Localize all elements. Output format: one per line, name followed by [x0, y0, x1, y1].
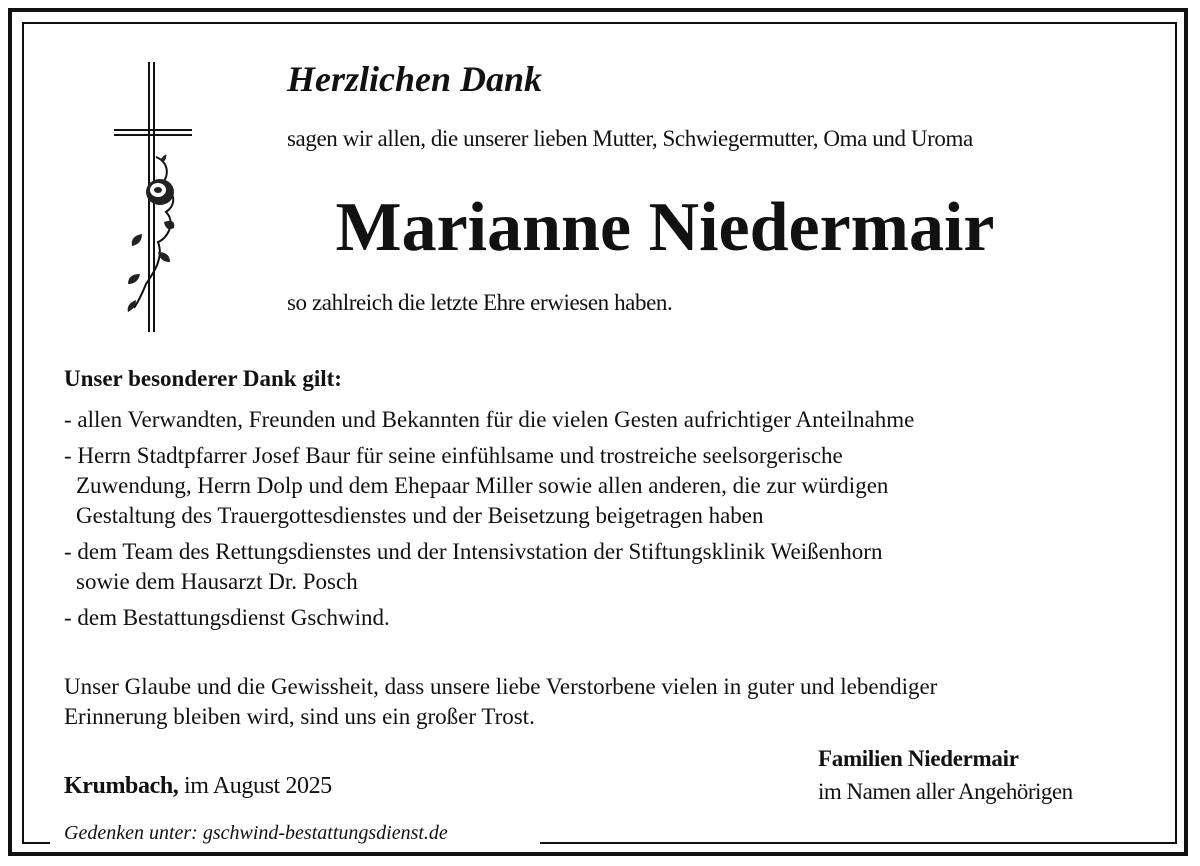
special-thanks-heading: Unser besonderer Dank gilt:: [64, 366, 342, 391]
list-item-line: - Herrn Stadtpfarrer Josef Baur für seine einfühlsame und trostreiche seelsorgerische: [64, 443, 843, 468]
kin-line: im Namen aller Angehörigen: [818, 779, 1073, 804]
list-item-line: - allen Verwandten, Freunden und Bekannten für die vielen Gesten aufrichtiger Anteilnahme: [64, 407, 915, 432]
closing-paragraph: [64, 672, 937, 732]
family-signature: Familien Niedermair: [818, 746, 1019, 771]
deceased-name: Marianne Niedermair: [335, 189, 995, 266]
thanks-list: [64, 405, 914, 639]
list-item-line: - dem Bestattungsdienst Gschwind.: [64, 605, 390, 630]
place: Krumbach,: [64, 773, 179, 799]
list-item-line: sowie dem Hausarzt Dr. Posch: [76, 569, 358, 594]
place-date: [64, 773, 332, 800]
closing-line: Erinnerung bleiben wird, sind uns ein großer Trost.: [64, 704, 535, 729]
list-item-line: Gestaltung des Trauergottesdienstes und der Beisetzung beigetragen haben: [76, 503, 764, 528]
list-item: [64, 405, 914, 435]
after-name-text: so zahlreich die letzte Ehre erwiesen haben.: [287, 290, 673, 315]
intro-text: sagen wir allen, die unserer lieben Mutter, Schwiegermutter, Oma und Uroma: [287, 126, 973, 151]
list-item: [64, 603, 914, 633]
date: im August 2025: [184, 773, 332, 799]
thanks-heading: Herzlichen Dank: [287, 59, 543, 99]
list-item-line: - dem Team des Rettungsdienstes und der Intensivstation der Stiftungsklinik Weißenhorn: [64, 539, 883, 564]
list-item: [64, 537, 914, 597]
list-item: [64, 441, 914, 531]
closing-line: Unser Glaube und die Gewissheit, dass unsere liebe Verstorbene vielen in guter und lebendiger: [64, 674, 938, 699]
memorial-link[interactable]: Gedenken unter: gschwind-bestattungsdienst.de: [64, 822, 448, 844]
list-item-line: Zuwendung, Herrn Dolp und dem Ehepaar Miller sowie allen anderen, die zur würdigen: [76, 473, 889, 498]
